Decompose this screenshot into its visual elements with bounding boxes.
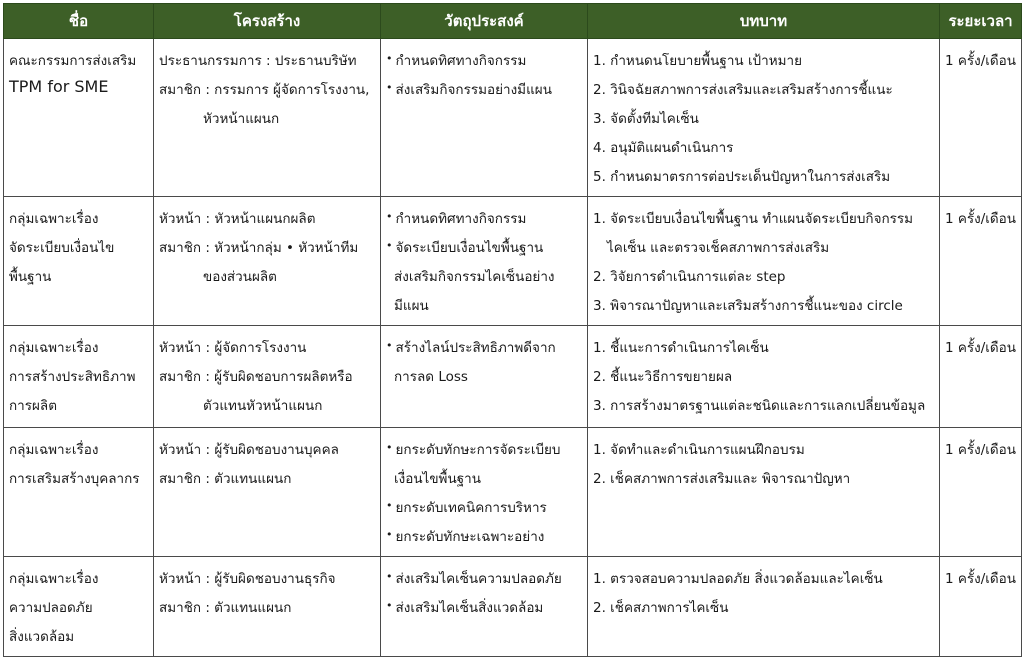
cell-time: 1 ครั้ง/เดือน xyxy=(940,428,1022,557)
role-item: 2. เช็คสภาพการส่งเสริมและ พิจารณาปัญหา xyxy=(593,471,851,487)
objective-item: • ยกระดับทักษะเฉพาะอย่าง xyxy=(386,523,583,552)
cell-roles xyxy=(588,326,940,428)
table-row xyxy=(4,557,1022,657)
objective-item: • ยกระดับเทคนิคการบริหาร xyxy=(386,494,583,523)
structure-line: ประธานกรรมการ : ประธานบริษัท xyxy=(159,53,357,69)
objective-item: • ยกระดับทักษะการจัดระเบียบ xyxy=(386,436,583,465)
header-name: ชื่อ xyxy=(4,4,154,39)
name-line: กลุ่มเฉพาะเรื่อง xyxy=(9,442,99,458)
tpm-table-container xyxy=(3,3,1021,657)
header-objectives: วัตถุประสงค์ xyxy=(381,4,588,39)
cell-time: 1 ครั้ง/เดือน xyxy=(940,39,1022,197)
objective-item: • ส่งเสริมกิจกรรมอย่างมีแผน xyxy=(386,76,583,105)
structure-line: หัวหน้า : ผู้รับผิดชอบงานบุคคล xyxy=(159,442,339,458)
structure-line: สมาชิก : กรรมการ ผู้จัดการโรงงาน, xyxy=(159,82,370,98)
role-item: 2. ชี้แนะวิธีการขยายผล xyxy=(593,369,733,385)
name-line: พื้นฐาน xyxy=(9,269,52,285)
structure-line: หัวหน้าแผนก xyxy=(203,111,280,127)
cell-structure xyxy=(154,39,381,197)
cell-time: 1 ครั้ง/เดือน xyxy=(940,326,1022,428)
name-line: กลุ่มเฉพาะเรื่อง xyxy=(9,571,99,587)
cell-roles xyxy=(588,197,940,326)
objective-item: มีแผน xyxy=(394,298,429,314)
name-line: กลุ่มเฉพาะเรื่อง xyxy=(9,340,99,356)
header-structure: โครงสร้าง xyxy=(154,4,381,39)
role-item: 2. วินิจฉัยสภาพการส่งเสริมและเสริมสร้างการชี้แนะ xyxy=(593,82,893,98)
role-item: 1. ตรวจสอบความปลอดภัย สิ่งแวดล้อมและไคเซ็น xyxy=(593,571,883,587)
cell-objectives xyxy=(381,197,588,326)
objective-item: ส่งเสริมกิจกรรมไคเซ็นอย่าง xyxy=(394,269,555,285)
role-item: 1. กำหนดนโยบายพื้นฐาน เป้าหมาย xyxy=(593,53,802,69)
structure-line: สมาชิก : ตัวแทนแผนก xyxy=(159,471,292,487)
structure-line: สมาชิก : หัวหน้ากลุ่ม • หัวหน้าทีม xyxy=(159,240,359,256)
role-item: 4. อนุมัติแผนดำเนินการ xyxy=(593,140,734,156)
cell-name xyxy=(4,428,154,557)
role-item: 2. เช็คสภาพการไคเซ็น xyxy=(593,600,729,616)
cell-name xyxy=(4,197,154,326)
cell-name xyxy=(4,39,154,197)
cell-objectives xyxy=(381,428,588,557)
role-item: 3. การสร้างมาตรฐานแต่ละชนิดและการแลกเปลี่ยนข้อมูล xyxy=(593,398,926,414)
role-item: 1. จัดระเบียบเงื่อนไขพื้นฐาน ทำแผนจัดระเบียบกิจกรรม xyxy=(593,211,914,227)
objective-item: เงื่อนไขพื้นฐาน xyxy=(394,471,481,487)
role-item: 3. จัดตั้งทีมไคเซ็น xyxy=(593,111,699,127)
name-line: กลุ่มเฉพาะเรื่อง xyxy=(9,211,99,227)
role-item: 2. วิจัยการดำเนินการแต่ละ step xyxy=(593,269,786,285)
structure-line: ของส่วนผลิต xyxy=(203,269,277,285)
name-line: จัดระเบียบเงื่อนไข xyxy=(9,240,115,256)
name-line: คณะกรรมการส่งเสริม xyxy=(9,53,137,69)
tpm-organization-table xyxy=(3,3,1022,657)
objective-item: • จัดระเบียบเงื่อนไขพื้นฐาน xyxy=(386,234,583,263)
role-item: 5. กำหนดมาตรการต่อประเด็นปัญหาในการส่งเสริม xyxy=(593,169,891,185)
cell-name xyxy=(4,326,154,428)
table-row xyxy=(4,197,1022,326)
cell-structure xyxy=(154,326,381,428)
table-row xyxy=(4,428,1022,557)
header-time: ระยะเวลา xyxy=(940,4,1022,39)
cell-objectives xyxy=(381,326,588,428)
cell-roles xyxy=(588,557,940,657)
table-row xyxy=(4,326,1022,428)
structure-line: สมาชิก : ผู้รับผิดชอบการผลิตหรือ xyxy=(159,369,353,385)
cell-name xyxy=(4,557,154,657)
role-item: 1. จัดทำและดำเนินการแผนฝึกอบรม xyxy=(593,442,805,458)
name-line: TPM for SME xyxy=(9,77,109,96)
objective-item: • กำหนดทิศทางกิจกรรม xyxy=(386,47,583,76)
structure-line: สมาชิก : ตัวแทนแผนก xyxy=(159,600,292,616)
header-row xyxy=(4,4,1022,39)
name-line: การเสริมสร้างบุคลากร xyxy=(9,471,140,487)
name-line: ความปลอดภัย xyxy=(9,600,93,616)
role-item: 3. พิจารณาปัญหาและเสริมสร้างการชี้แนะของ circle xyxy=(593,298,903,314)
role-item: ไคเซ็น และตรวจเช็คสภาพการส่งเสริม xyxy=(607,240,830,256)
role-item: 1. ชี้แนะการดำเนินการไคเซ็น xyxy=(593,340,769,356)
structure-line: ตัวแทนหัวหน้าแผนก xyxy=(203,398,323,414)
name-line: การผลิต xyxy=(9,398,57,414)
cell-roles xyxy=(588,39,940,197)
cell-objectives xyxy=(381,557,588,657)
cell-roles xyxy=(588,428,940,557)
objective-item: • ส่งเสริมไคเซ็นสิ่งแวดล้อม xyxy=(386,594,583,623)
cell-structure xyxy=(154,197,381,326)
objective-item: • สร้างไลน์ประสิทธิภาพดีจาก xyxy=(386,334,583,363)
cell-structure xyxy=(154,557,381,657)
cell-objectives xyxy=(381,39,588,197)
cell-structure xyxy=(154,428,381,557)
objective-item: การลด Loss xyxy=(394,369,468,385)
structure-line: หัวหน้า : หัวหน้าแผนกผลิต xyxy=(159,211,316,227)
table-row xyxy=(4,39,1022,197)
objective-item: • ส่งเสริมไคเซ็นความปลอดภัย xyxy=(386,565,583,594)
structure-line: หัวหน้า : ผู้รับผิดชอบงานธุรกิจ xyxy=(159,571,336,587)
objective-item: • กำหนดทิศทางกิจกรรม xyxy=(386,205,583,234)
header-roles: บทบาท xyxy=(588,4,940,39)
cell-time: 1 ครั้ง/เดือน xyxy=(940,557,1022,657)
name-line: สิ่งแวดล้อม xyxy=(9,629,75,645)
structure-line: หัวหน้า : ผู้จัดการโรงงาน xyxy=(159,340,307,356)
name-line: การสร้างประสิทธิภาพ xyxy=(9,369,136,385)
cell-time: 1 ครั้ง/เดือน xyxy=(940,197,1022,326)
